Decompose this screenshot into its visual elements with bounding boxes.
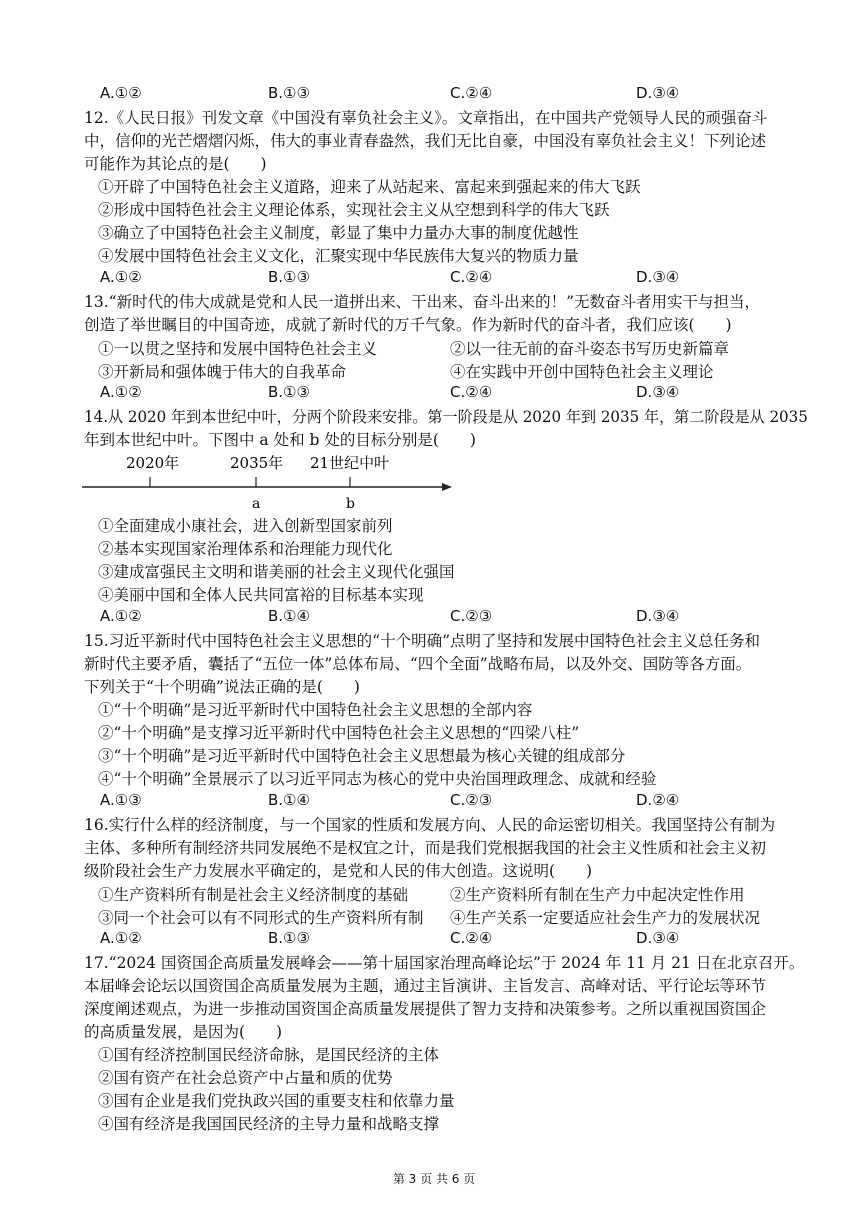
timeline-arrow-icon (442, 483, 452, 491)
q14-options (100, 607, 720, 629)
q14-item: ④美丽中国和全体人民共同富裕的目标基本实现 (98, 586, 424, 604)
q14-option-c: C.②③ (450, 607, 493, 625)
q13-item: ③开新局和强体魄于伟大的自我革命 (98, 363, 347, 381)
q13-option-d: D.③④ (636, 383, 680, 401)
q11-option-c: C.②④ (450, 84, 493, 102)
q17-stem-line: 本届峰会论坛以国资国企高质量发展为主题，通过主旨演讲、主旨发言、高峰对话、平行论坛等环节 (84, 977, 767, 995)
q16-stem-line: 主体、多种所有制经济共同发展绝不是权宜之计，而是我们党根据我国的社会主义性质和社会主义初 (84, 839, 767, 857)
q11-options (100, 84, 720, 106)
q14-option-a: A.①② (100, 607, 142, 625)
q13-stem-line: 创造了举世瞩目的中国奇迹，成就了新时代的万千气象。作为新时代的奋斗者，我们应该( ) (84, 316, 732, 334)
q16-item: ④生产关系一定要适应社会生产力的发展状况 (450, 909, 761, 927)
q12-stem-line: 12.《人民日报》刊发文章《中国没有辜负社会主义》。文章指出，在中国共产党领导人民的顽强奋斗 (84, 109, 768, 127)
q17-item: ④国有经济是我国国民经济的主导力量和战略支撑 (98, 1115, 440, 1133)
q17-item: ③国有企业是我们党执政兴国的重要支柱和依靠力量 (98, 1092, 455, 1110)
q12-item: ④发展中国特色社会主义文化，汇聚实现中华民族伟大复兴的物质力量 (98, 247, 579, 265)
timeline-mark-a: a (252, 496, 261, 512)
q15-stem-line: 15.习近平新时代中国特色社会主义思想的“十个明确”点明了坚持和发展中国特色社会主义总任务和 (84, 632, 761, 650)
q13-item: ②以一往无前的奋斗姿态书写历史新篇章 (450, 340, 730, 358)
q14-item: ②基本实现国家治理体系和治理能力现代化 (98, 540, 393, 558)
q15-item: ③“十个明确”是习近平新时代中国特色社会主义思想最为核心关键的组成部分 (98, 747, 626, 765)
q15-option-d: D.②④ (636, 791, 680, 809)
q13-option-b: B.①③ (268, 383, 310, 401)
q17-item: ①国有经济控制国民经济命脉，是国民经济的主体 (98, 1046, 440, 1064)
q12-item: ②形成中国特色社会主义理论体系，实现社会主义从空想到科学的伟大飞跃 (98, 201, 610, 219)
q15-stem-line: 新时代主要矛盾，囊括了“五位一体”总体布局、“四个全面”战略布局，以及外交、国防等各方面。 (84, 655, 752, 673)
q11-option-b: B.①③ (268, 84, 310, 102)
q16-item: ①生产资料所有制是社会主义经济制度的基础 (98, 886, 409, 904)
q17-stem-line: 深度阐述观点，为进一步推动国资国企高质量发展提供了智力支持和决策参考。之所以重视国资国企 (84, 1000, 767, 1018)
q16-stem-line: 级阶段社会生产力发展水平确定的，是党和人民的伟大创造。这说明( ) (84, 862, 593, 880)
q12-option-c: C.②④ (450, 268, 493, 286)
q16-options (100, 929, 720, 951)
q15-stem-line: 下列关于“十个明确”说法正确的是( ) (84, 678, 360, 696)
q13-items-row (98, 337, 758, 359)
q15-option-c: C.②③ (450, 791, 493, 809)
q12-options (100, 268, 720, 290)
q15-item: ④“十个明确”全景展示了以习近平同志为核心的党中央治国理政理念、成就和经验 (98, 770, 657, 788)
q14-item: ①全面建成小康社会，进入创新型国家前列 (98, 517, 393, 535)
q12-item: ①开辟了中国特色社会主义道路，迎来了从站起来、富起来到强起来的伟大飞跃 (98, 178, 641, 196)
timeline-mark-b: b (346, 496, 355, 512)
q16-stem-line: 16.实行什么样的经济制度，与一个国家的性质和发展方向、人民的命运密切相关。我国坚持公有制为 (84, 816, 776, 834)
q14-timeline-diagram (80, 450, 460, 516)
q11-option-d: D.③④ (636, 84, 680, 102)
timeline-label-2020: 2020年 (126, 454, 180, 472)
q15-item: ②“十个明确”是支撑习近平新时代中国特色社会主义思想的“四梁八柱” (98, 724, 580, 742)
q16-item: ②生产资料所有制在生产力中起决定性作用 (450, 886, 745, 904)
timeline-label-2035: 2035年 (230, 454, 284, 472)
q13-option-c: C.②④ (450, 383, 493, 401)
page-footer: 第 3 页 共 6 页 (392, 1172, 476, 1186)
q16-option-d: D.③④ (636, 929, 680, 947)
q16-items-row (98, 883, 758, 905)
q12-stem-line: 中，信仰的光芒熠熠闪烁，伟大的事业青春盎然，我们无比自豪，中国没有辜负社会主义！下列论述 (84, 132, 767, 150)
q12-stem-line: 可能作为其论点的是( ) (84, 155, 267, 173)
q12-item: ③确立了中国特色社会主义制度，彰显了集中力量办大事的制度优越性 (98, 224, 579, 242)
q13-option-a: A.①② (100, 383, 142, 401)
q13-options (100, 383, 720, 405)
q16-option-c: C.②④ (450, 929, 493, 947)
q13-items-row (98, 360, 758, 382)
q17-stem-line: 的高质量发展，是因为( ) (84, 1023, 283, 1041)
q15-item: ①“十个明确”是习近平新时代中国特色社会主义思想的全部内容 (98, 701, 533, 719)
q16-option-b: B.①③ (268, 929, 310, 947)
q13-item: ④在实践中开创中国特色社会主义理论 (450, 363, 714, 381)
q14-item: ③建成富强民主文明和谐美丽的社会主义现代化强国 (98, 563, 455, 581)
q13-stem-line: 13.“新时代的伟大成就是党和人民一道拼出来、干出来、奋斗出来的！”无数奋斗者用实干与担当， (84, 293, 761, 311)
q15-option-b: B.①④ (268, 791, 310, 809)
q14-stem-line: 14.从 2020 年到本世纪中叶，分两个阶段来安排。第一阶段是从 2020 年到 2035 年，第二阶段是从 2035 (84, 408, 808, 426)
q12-option-d: D.③④ (636, 268, 680, 286)
q14-option-b: B.①④ (268, 607, 310, 625)
q16-option-a: A.①② (100, 929, 142, 947)
q12-option-a: A.①② (100, 268, 142, 286)
q13-item: ①一以贯之坚持和发展中国特色社会主义 (98, 340, 378, 358)
q17-stem-line: 17.“2024 国资国企高质量发展峰会——第十届国家治理高峰论坛”于 2024 年 11 月 21 日在北京召开。 (84, 954, 805, 972)
q17-item: ②国有资产在社会总资产中占量和质的优势 (98, 1069, 393, 1087)
q14-option-d: D.③④ (636, 607, 680, 625)
q15-options (100, 791, 720, 813)
timeline-label-midcentury: 21世纪中叶 (310, 454, 390, 472)
q16-item: ③同一个社会可以有不同形式的生产资料所有制 (98, 909, 424, 927)
q15-option-a: A.①③ (100, 791, 142, 809)
q14-stem-line: 年到本世纪中叶。下图中 a 处和 b 处的目标分别是( ) (84, 431, 476, 449)
q16-items-row (98, 906, 761, 928)
q12-option-b: B.①③ (268, 268, 310, 286)
q11-option-a: A.①② (100, 84, 142, 102)
